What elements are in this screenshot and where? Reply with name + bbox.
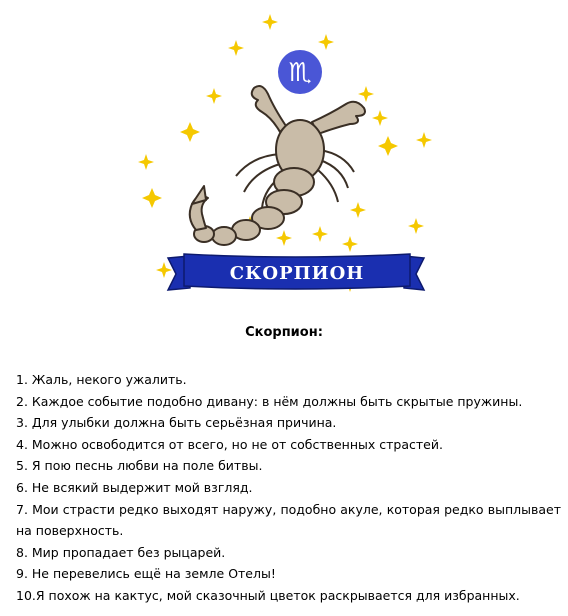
list-item: 9. Не перевелись ещё на земле Отелы! [16, 566, 276, 582]
scorpio-symbol-icon: ♏ [288, 58, 312, 88]
star-icon [206, 88, 222, 104]
name-banner [168, 254, 424, 290]
star-icon [312, 226, 328, 242]
star-icon [276, 230, 292, 246]
list-item: 8. Мир пропадает без рыцарей. [16, 544, 226, 560]
list-item: 10.Я похож на кактус, мой сказочный цветок раскрывается для избранных. [16, 587, 520, 603]
scorpio-illustration [134, 4, 438, 294]
list-item: 3. Для улыбки должна быть серьёзная причина. [16, 415, 337, 431]
quotes-list [16, 369, 561, 607]
list-item: 6. Не всякий выдержит мой взгляд. [16, 479, 253, 495]
star-icon [342, 236, 358, 252]
star-icon [350, 202, 366, 218]
star-icon [142, 188, 162, 208]
star-icon [180, 122, 200, 142]
list-item: 1. Жаль, некого ужалить. [16, 372, 187, 387]
list-item: 5. Я пою песнь любви на поле битвы. [16, 458, 263, 474]
star-icon [408, 218, 424, 234]
page-title: Скорпион: [245, 325, 323, 340]
scorpion-figure [190, 86, 365, 245]
star-icon [262, 14, 278, 30]
star-icon [318, 34, 334, 50]
list-item: 2. Каждое событие подобно дивану: в нём должны быть скрытые пружины. [16, 393, 523, 409]
list-item: 7. Мои страсти редко выходят наружу, подобно акуле, которая редко выплывает на поверхность. [16, 501, 561, 539]
star-icon [378, 136, 398, 156]
star-icon [156, 262, 172, 278]
banner-text: СКОРПИОН [229, 263, 365, 284]
star-icon [358, 86, 374, 102]
star-icon [372, 110, 388, 126]
star-icon [138, 154, 154, 170]
star-icon [416, 132, 432, 148]
list-item: 4. Можно освободится от всего, но не от собственных страстей. [16, 436, 443, 452]
star-icon [228, 40, 244, 56]
